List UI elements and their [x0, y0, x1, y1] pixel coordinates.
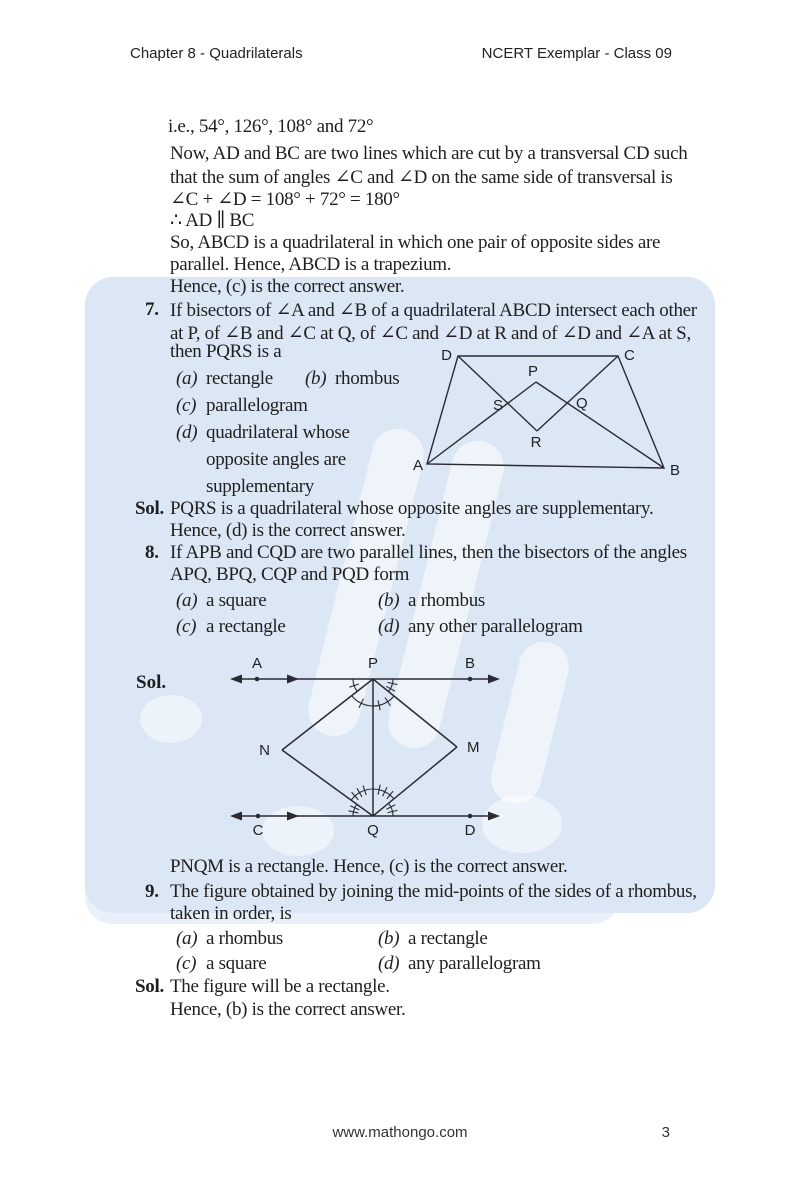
solution-line: Now, AD and BC are two lines which are cut by a transversal CD such — [170, 143, 688, 164]
option-label: (d) — [176, 422, 198, 443]
option-text: opposite angles are — [206, 449, 346, 470]
option-text: a square — [206, 953, 267, 974]
option-text: a rhombus — [408, 590, 485, 611]
option-text: quadrilateral whose — [206, 422, 350, 443]
solution-line — [135, 976, 390, 1000]
option-label: (c) — [176, 953, 197, 974]
option-label: (b) — [378, 928, 400, 949]
question-line — [145, 542, 687, 566]
footer-url: www.mathongo.com — [332, 1124, 468, 1141]
point-label-m: M — [467, 739, 480, 756]
solution-line: ∠C + ∠D = 108° + 72° = 180° — [170, 189, 400, 210]
option-text: a square — [206, 590, 267, 611]
option-text: rhombus — [335, 368, 400, 389]
point-label-c: C — [252, 822, 264, 839]
question-number: 7. — [145, 299, 159, 320]
option-label: (a) — [176, 368, 198, 389]
question-number: 8. — [145, 542, 159, 563]
footer-page-number: 3 — [661, 1124, 670, 1141]
watermark-blob — [140, 695, 202, 743]
option-label: (d) — [378, 616, 400, 637]
vertex-label-p: P — [527, 363, 539, 380]
vertex-label-d: D — [441, 347, 452, 364]
solution-line: parallel. Hence, ABCD is a trapezium. — [170, 254, 452, 275]
option-text: supplementary — [206, 476, 314, 497]
solution-line: Hence, (d) is the correct answer. — [170, 520, 406, 541]
solution-text: The figure will be a rectangle. — [170, 976, 390, 997]
question-line: at P, of ∠B and ∠C at Q, of ∠C and ∠D at R and of ∠D and ∠A at S, — [170, 323, 691, 344]
point-label-b: B — [464, 655, 476, 672]
option-label: (c) — [176, 395, 197, 416]
figure-quadrilateral-bisectors — [405, 338, 680, 488]
vertex-label-s: S — [492, 397, 503, 414]
figure-parallel-lines-bisectors — [215, 655, 515, 850]
option-label: (a) — [176, 928, 198, 949]
question-number: 9. — [145, 881, 159, 902]
point-label-n: N — [259, 742, 270, 759]
sol-label: Sol. — [135, 976, 164, 997]
sol-label: Sol. — [135, 498, 164, 519]
vertex-label-c: C — [624, 347, 635, 364]
question-line: then PQRS is a — [170, 341, 282, 362]
solution-line: Hence, (b) is the correct answer. — [170, 999, 406, 1020]
option-label: (c) — [176, 616, 197, 637]
option-label: (b) — [305, 368, 327, 389]
figure-lines — [427, 356, 664, 468]
question-line — [145, 881, 697, 905]
question-line — [145, 299, 697, 323]
question-text: If APB and CQD are two parallel lines, then the bisectors of the angles — [170, 542, 687, 563]
header-chapter-title: Chapter 8 - Quadrilaterals — [130, 45, 303, 62]
solution-line: i.e., 54°, 126°, 108° and 72° — [168, 116, 374, 137]
solution-line: ∴ AD ∥ BC — [170, 210, 255, 231]
option-text: a rectangle — [206, 616, 286, 637]
sol-label: Sol. — [136, 672, 167, 693]
solution-line: PNQM is a rectangle. Hence, (c) is the correct answer. — [170, 856, 568, 877]
solution-line: So, ABCD is a quadrilateral in which one pair of opposite sides are — [170, 232, 661, 253]
vertex-label-r: R — [530, 434, 542, 451]
arrowheads-and-dots — [230, 675, 500, 821]
point-label-q: Q — [367, 822, 379, 839]
option-text: any other parallelogram — [408, 616, 583, 637]
solution-text: PQRS is a quadrilateral whose opposite angles are supplementary. — [170, 498, 654, 519]
question-line: taken in order, is — [170, 903, 292, 924]
vertex-label-a: A — [412, 457, 423, 474]
solution-line: that the sum of angles ∠C and ∠D on the same side of transversal is — [170, 167, 673, 188]
option-text: any parallelogram — [408, 953, 541, 974]
solution-line — [135, 498, 654, 522]
question-text: If bisectors of ∠A and ∠B of a quadrilateral ABCD intersect each other — [170, 300, 697, 321]
option-text: rectangle — [206, 368, 273, 389]
option-label: (d) — [378, 953, 400, 974]
option-text: parallelogram — [206, 395, 308, 416]
question-text: The figure obtained by joining the mid-points of the sides of a rhombus, — [170, 881, 697, 902]
point-label-a: A — [251, 655, 263, 672]
point-label-p: P — [367, 655, 379, 672]
vertex-label-b: B — [670, 462, 680, 479]
option-text: a rectangle — [408, 928, 488, 949]
option-text: a rhombus — [206, 928, 283, 949]
header-book-title: NCERT Exemplar - Class 09 — [481, 45, 672, 62]
question-line: APQ, BPQ, CQP and PQD form — [170, 564, 410, 585]
point-label-d: D — [464, 822, 476, 839]
figure-lines — [233, 679, 497, 816]
option-label: (a) — [176, 590, 198, 611]
solution-line: Hence, (c) is the correct answer. — [170, 276, 405, 297]
vertex-label-q: Q — [576, 395, 588, 412]
option-label: (b) — [378, 590, 400, 611]
